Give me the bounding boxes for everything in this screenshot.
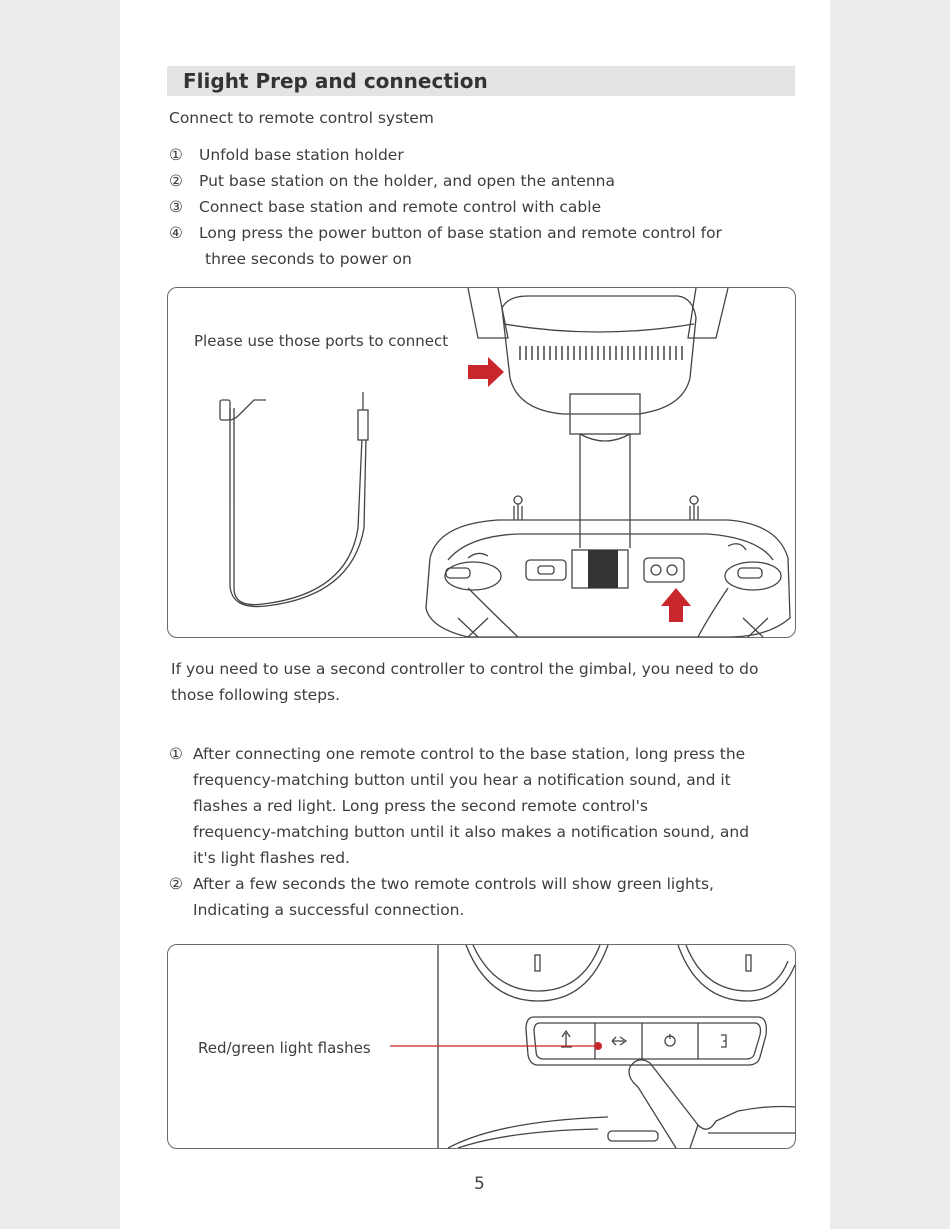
pairing-step-2 xyxy=(169,871,714,923)
step-line: After connecting one remote control to the base station, long press the xyxy=(193,745,746,763)
figure-ports-connection xyxy=(167,287,796,638)
step-number: ① xyxy=(169,745,183,763)
intro-line: those following steps. xyxy=(171,686,341,704)
figure-ports-label: Please use those ports to connect xyxy=(194,332,449,350)
figure-light-illustration xyxy=(168,945,795,1148)
step-number: ① xyxy=(169,146,183,164)
step-number: ④ xyxy=(169,224,183,242)
red-arrow-icon xyxy=(468,357,504,387)
step-line: After a few seconds the two remote controls will show green lights, xyxy=(193,875,714,893)
base-station-icon xyxy=(468,288,728,548)
step-number: ② xyxy=(169,875,183,893)
red-arrow-up-icon xyxy=(661,588,691,622)
step-text: Unfold base station holder xyxy=(199,146,404,164)
step-line: Indicating a successful connection. xyxy=(193,901,465,919)
section-title: Flight Prep and connection xyxy=(167,66,795,96)
second-controller-intro xyxy=(171,656,759,708)
step-2 xyxy=(169,168,615,194)
step-number: ③ xyxy=(169,198,183,216)
intro-line: If you need to use a second controller to control the gimbal, you need to do xyxy=(171,660,759,678)
figure-light-flashes xyxy=(167,944,796,1149)
power-icon xyxy=(665,1034,675,1046)
audio-cable-icon xyxy=(220,392,368,607)
section-intro: Connect to remote control system xyxy=(169,109,434,127)
step-text: Connect base station and remote control with cable xyxy=(199,198,602,216)
step-3 xyxy=(169,194,601,220)
step-number: ② xyxy=(169,172,183,190)
step-1 xyxy=(169,142,404,168)
step-line: frequency-matching button until you hear a notification sound, and it xyxy=(193,771,731,789)
step-line: it's light flashes red. xyxy=(193,849,350,867)
figure-light-label: Red/green light flashes xyxy=(198,1039,371,1057)
step-text: Long press the power button of base station and remote control for xyxy=(199,224,722,242)
step-text-continued: three seconds to power on xyxy=(205,250,412,268)
red-pointer-line-icon xyxy=(390,1042,602,1050)
step-line: flashes a red light. Long press the second remote control's xyxy=(193,797,648,815)
page-number: 5 xyxy=(474,1174,485,1194)
step-4 xyxy=(169,220,722,272)
step-text: Put base station on the holder, and open the antenna xyxy=(199,172,616,190)
mode-icon xyxy=(721,1035,726,1047)
return-icon xyxy=(612,1037,626,1045)
step-line: frequency-matching button until it also makes a notification sound, and xyxy=(193,823,750,841)
figure-ports-illustration xyxy=(168,288,795,637)
pairing-step-1 xyxy=(169,741,749,871)
remote-controller-icon xyxy=(426,496,790,637)
takeoff-icon xyxy=(561,1031,572,1047)
